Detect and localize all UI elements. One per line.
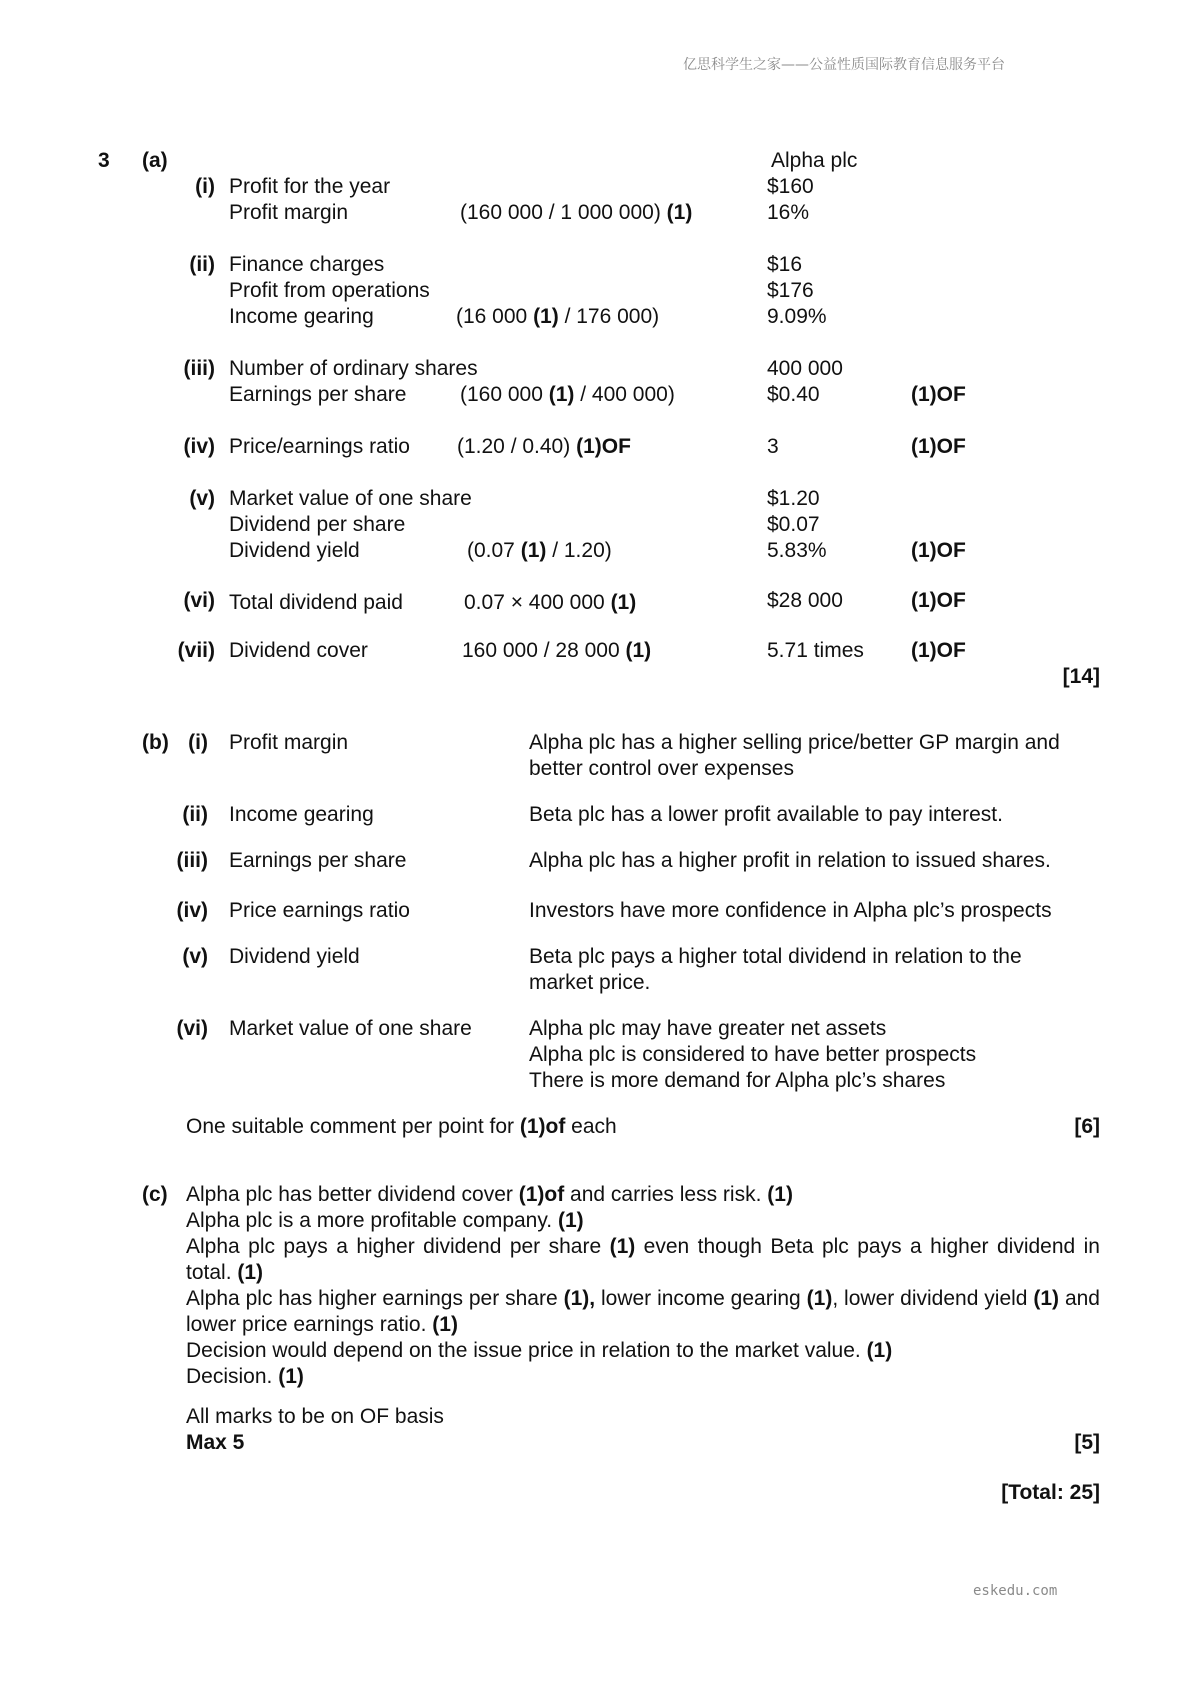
- row-value: 5.83%: [767, 539, 827, 562]
- grand-total: [Total: 25]: [1001, 1481, 1100, 1504]
- comment: Alpha plc may have greater net assets: [529, 1017, 887, 1040]
- row-label: Total dividend paid: [229, 591, 403, 614]
- row-value: $160: [767, 175, 814, 198]
- item-num: (i): [188, 731, 208, 754]
- calculation: (1.20 / 0.40) (1)OF: [457, 435, 631, 458]
- row-label: Finance charges: [229, 253, 385, 276]
- calculation: (160 000 (1) / 400 000): [460, 383, 675, 406]
- item-num: (vii): [177, 639, 215, 662]
- row-label: Income gearing: [229, 305, 374, 328]
- part-c-body: [186, 1182, 1100, 1390]
- item-num: (vi): [176, 1017, 208, 1040]
- row-label: Profit margin: [229, 201, 349, 224]
- mark: (1)OF: [911, 539, 966, 562]
- item-num: (vi): [183, 589, 215, 612]
- part-c-max: Max 5: [186, 1431, 245, 1454]
- row-label: Earnings per share: [229, 849, 407, 872]
- part-b-note: One suitable comment per point for (1)of each: [186, 1115, 617, 1138]
- row-value: $0.40: [767, 383, 820, 406]
- row-value: 16%: [767, 201, 810, 224]
- calculation: (16 000 (1) / 176 000): [456, 305, 660, 328]
- item-num: (ii): [182, 803, 208, 826]
- row-value: $28 000: [767, 589, 843, 612]
- item-num: (v): [189, 487, 215, 510]
- row-value: 9.09%: [767, 305, 827, 328]
- part-a-total: [14]: [1062, 665, 1100, 688]
- question-number: 3: [98, 149, 110, 172]
- row-label: Dividend yield: [229, 945, 360, 968]
- item-num: (v): [182, 945, 208, 968]
- comment: There is more demand for Alpha plc’s shares: [529, 1069, 946, 1092]
- row-value: 3: [767, 435, 779, 458]
- comment: Alpha plc has a higher selling price/better GP margin and better control over expenses: [529, 731, 1060, 780]
- item-num: (iv): [176, 899, 208, 922]
- part-b-total: [6]: [1074, 1115, 1100, 1138]
- page-header: 亿思科学生之家——公益性质国际教育信息服务平台: [683, 57, 1005, 73]
- row-label: Dividend yield: [229, 539, 360, 562]
- row-label: Dividend cover: [229, 639, 368, 662]
- row-value: 5.71 times: [767, 639, 864, 662]
- company-heading: Alpha plc: [771, 149, 858, 172]
- row-label: Dividend per share: [229, 513, 406, 536]
- page-footer: eskedu.com: [973, 1583, 1058, 1599]
- row-label: Income gearing: [229, 803, 374, 826]
- comment: Alpha plc has a higher profit in relation to issued shares.: [529, 849, 1051, 872]
- comment: Beta plc pays a higher total dividend in relation to the market price.: [529, 945, 1022, 994]
- item-num: (i): [195, 175, 215, 198]
- part-c-label: (c): [142, 1183, 168, 1206]
- mark: (1)OF: [911, 383, 966, 406]
- calculation: 160 000 / 28 000 (1): [462, 639, 652, 662]
- part-c-line: Decision. (1): [186, 1365, 304, 1388]
- part-c-line: Alpha plc has better dividend cover (1)of and carries less risk. (1): [186, 1183, 793, 1206]
- row-label: Profit margin: [229, 731, 349, 754]
- part-b-label: (b): [142, 731, 169, 754]
- row-value: $16: [767, 253, 803, 276]
- item-num: (iv): [183, 435, 215, 458]
- row-label: Price earnings ratio: [229, 899, 410, 922]
- item-num: (iii): [176, 849, 208, 872]
- mark: (1)OF: [911, 639, 966, 662]
- row-label: Profit for the year: [229, 175, 391, 198]
- item-num: (ii): [189, 253, 215, 276]
- row-label: Profit from operations: [229, 279, 430, 302]
- calculation: (0.07 (1) / 1.20): [467, 539, 612, 562]
- mark: (1)OF: [911, 589, 966, 612]
- row-label: Market value of one share: [229, 1017, 472, 1040]
- row-label: Market value of one share: [229, 487, 472, 510]
- comment: Investors have more confidence in Alpha plc’s prospects: [529, 899, 1052, 922]
- part-c-line: Alpha plc has higher earnings per share (1), lower income gearing (1), lower dividend yield (1) and lower price earnings ratio. (1): [186, 1287, 1100, 1336]
- calculation: 0.07 × 400 000 (1): [464, 591, 637, 614]
- mark: (1)OF: [911, 435, 966, 458]
- comment: Beta plc has a lower profit available to pay interest.: [529, 803, 1003, 826]
- part-c-basis: All marks to be on OF basis: [186, 1405, 444, 1428]
- row-label: Price/earnings ratio: [229, 435, 410, 458]
- part-a-label: (a): [142, 149, 168, 172]
- row-value: $0.07: [767, 513, 820, 536]
- row-label: Earnings per share: [229, 383, 407, 406]
- comment: Alpha plc is considered to have better prospects: [529, 1043, 977, 1066]
- calculation: (160 000 / 1 000 000) (1): [460, 201, 693, 224]
- row-value: 400 000: [767, 357, 843, 380]
- row-value: $176: [767, 279, 814, 302]
- part-c-line: Decision would depend on the issue price in relation to the market value. (1): [186, 1339, 893, 1362]
- item-num: (iii): [183, 357, 215, 380]
- part-c-line: Alpha plc is a more profitable company. (1): [186, 1209, 584, 1232]
- part-c-total: [5]: [1074, 1431, 1100, 1454]
- row-value: $1.20: [767, 487, 820, 510]
- row-label: Number of ordinary shares: [229, 357, 478, 380]
- part-c-line: Alpha plc pays a higher dividend per share (1) even though Beta plc pays a higher dividend in total. (1): [186, 1235, 1100, 1284]
